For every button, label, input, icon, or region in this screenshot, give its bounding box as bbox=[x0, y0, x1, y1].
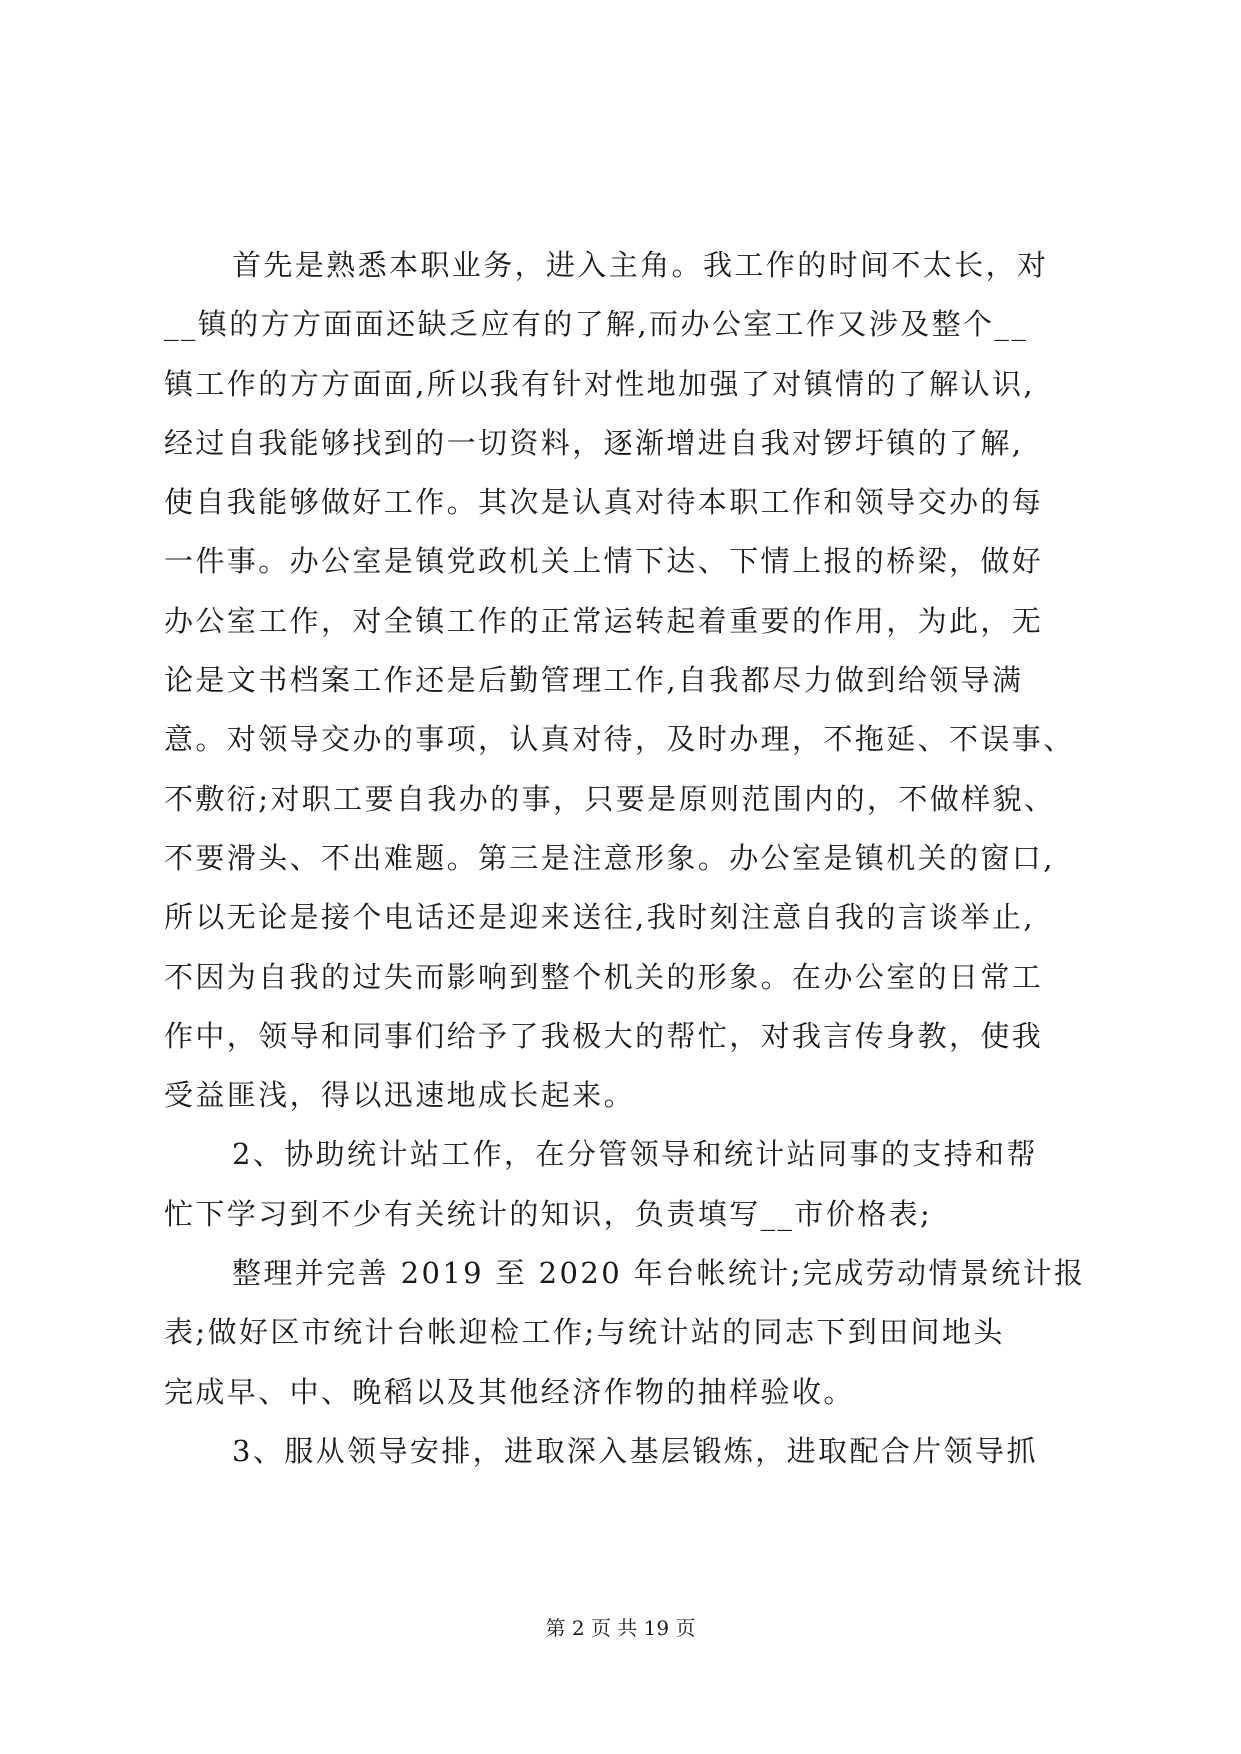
paragraph-line: 3、服从领导安排，进取深入基层锻炼，进取配合片领导抓 bbox=[232, 1433, 1038, 1468]
body-text bbox=[164, 236, 1124, 1481]
paragraph-line: 受益匪浅，得以迅速地成长起来。 bbox=[164, 1078, 636, 1113]
paragraph-line: 镇工作的方方面面,所以我有针对性地加强了对镇情的了解认识, bbox=[164, 366, 1036, 401]
paragraph-line: __镇的方方面面还缺乏应有的了解,而办公室工作又涉及整个__ bbox=[164, 307, 1029, 342]
paragraph-line: 不因为自我的过失而影响到整个机关的形象。在办公室的日常工 bbox=[164, 959, 1044, 994]
paragraph-line: 整理并完善 2019 至 2020 年台帐统计;完成劳动情景统计报 bbox=[232, 1256, 1086, 1291]
paragraph-line: 作中，领导和同事们给予了我极大的帮忙，对我言传身教，使我 bbox=[164, 1018, 1044, 1053]
paragraph-line: 首先是熟悉本职业务，进入主角。我工作的时间不太长，对 bbox=[232, 248, 1049, 282]
paragraph-line: 办公室工作，对全镇工作的正常运转起着重要的作用，为此，无 bbox=[164, 603, 1044, 638]
paragraph-line: 一件事。办公室是镇党政机关上情下达、下情上报的桥梁，做好 bbox=[164, 544, 1044, 579]
paragraph-line: 不敷衍;对职工要自我办的事，只要是原则范围内的，不做样貌、 bbox=[164, 781, 1056, 816]
paragraph-line: 不要滑头、不出难题。第三是注意形象。办公室是镇机关的窗口, bbox=[164, 840, 1055, 875]
paragraph-line: 使自我能够做好工作。其次是认真对待本职工作和领导交办的每 bbox=[164, 485, 1044, 520]
paragraph-line: 经过自我能够找到的一切资料，逐渐增进自我对锣圩镇的了解, bbox=[164, 425, 1024, 460]
paragraph-line: 完成早、中、晚稻以及其他经济作物的抽样验收。 bbox=[164, 1374, 855, 1409]
paragraph-line: 表;做好区市统计台帐迎检工作;与统计站的同志下到田间地头 bbox=[164, 1315, 1005, 1350]
paragraph-line: 所以无论是接个电话还是迎来送往,我时刻注意自我的言谈举止, bbox=[164, 900, 1036, 935]
paragraph-line: 2、协助统计站工作，在分管领导和统计站同事的支持和帮 bbox=[232, 1137, 1038, 1172]
paragraph-line: 忙下学习到不少有关统计的知识，负责填写__市价格表; bbox=[164, 1196, 933, 1231]
paragraph-line: 论是文书档案工作还是后勤管理工作,自我都尽力做到给领导满 bbox=[164, 663, 1024, 698]
paragraph-line: 意。对领导交办的事项，认真对待，及时办理，不拖延、不误事、 bbox=[164, 722, 1075, 757]
page-number-footer: 第 2 页 共 19 页 bbox=[545, 1616, 696, 1640]
